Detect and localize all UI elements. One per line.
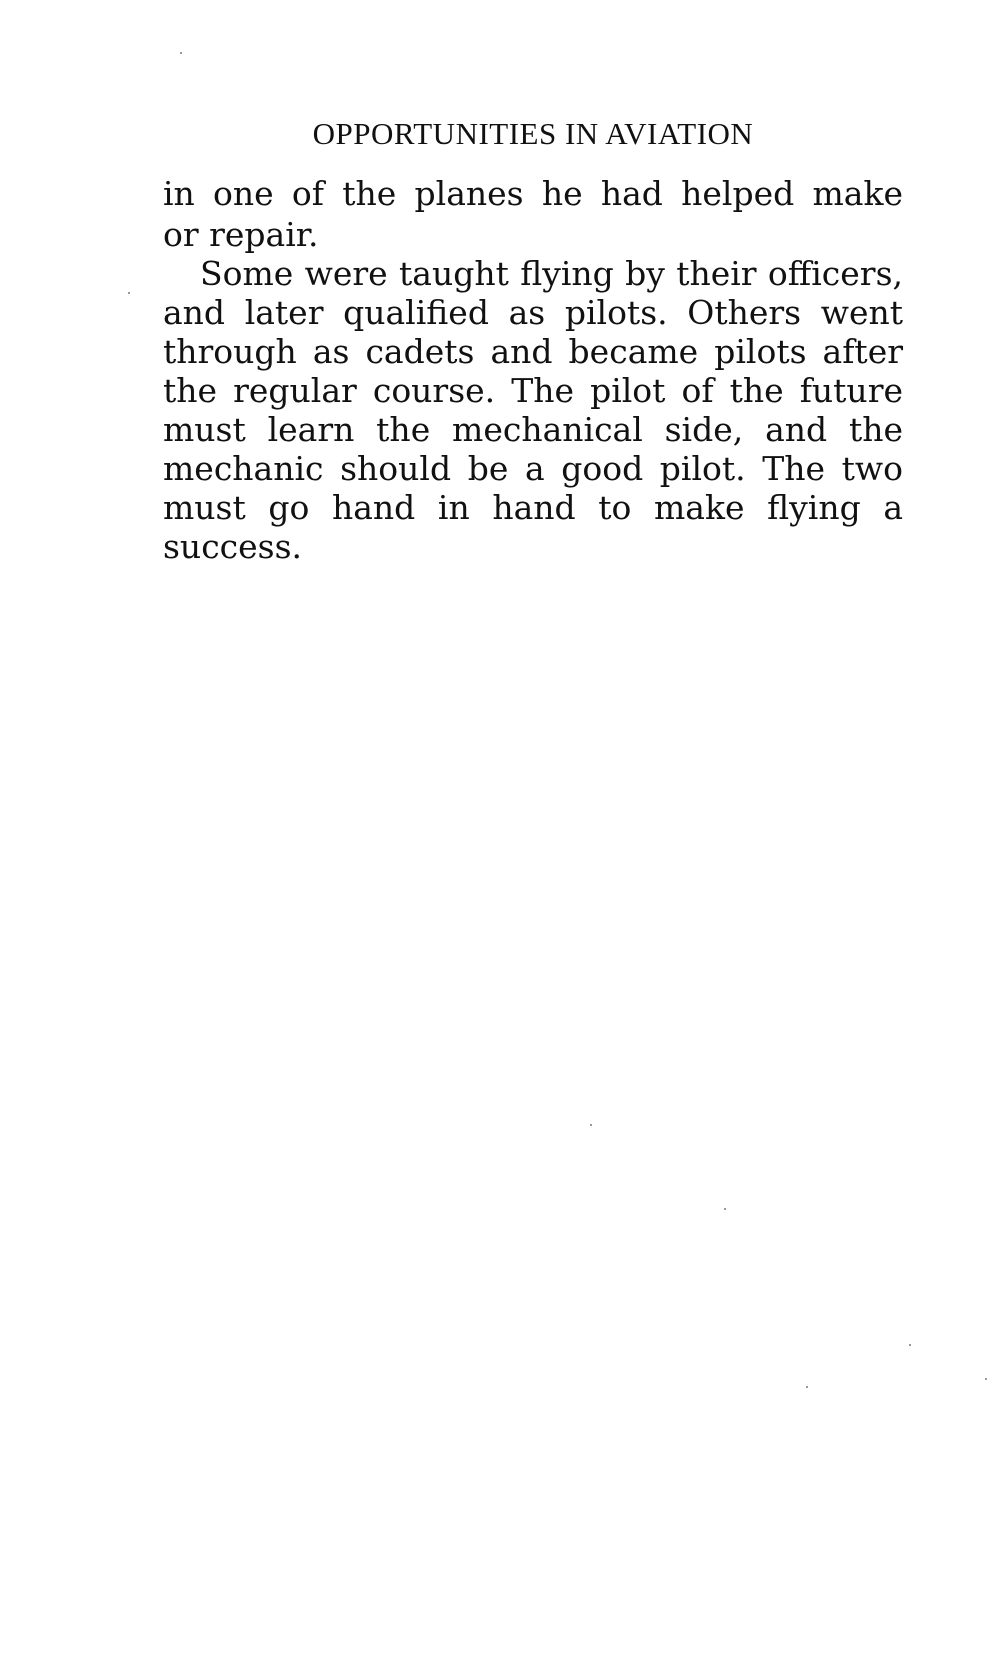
scan-speck (590, 1124, 592, 1126)
text-line: must learn the mechanical side, and the (163, 410, 903, 449)
text-line: through as cadets and became pilots after (163, 332, 903, 371)
text-line: in one of the planes he had helped make (163, 174, 903, 213)
scan-speck (724, 1208, 726, 1210)
text-line: success. (163, 527, 303, 566)
scan-speck (806, 1386, 808, 1388)
scan-speck (985, 1378, 987, 1380)
text-line: Some were taught flying by their officers, (200, 254, 903, 293)
text-line: the regular course. The pilot of the future (163, 371, 903, 410)
running-head: OPPORTUNITIES IN AVIATION (312, 116, 754, 151)
text-line: must go hand in hand to make flying a (163, 488, 903, 527)
scan-speck (180, 52, 182, 54)
text-line: and later qualified as pilots. Others went (163, 293, 903, 332)
text-line: mechanic should be a good pilot. The two (163, 449, 903, 488)
scan-speck (128, 292, 130, 294)
scan-speck (909, 1344, 911, 1346)
text-line: or repair. (163, 215, 319, 254)
